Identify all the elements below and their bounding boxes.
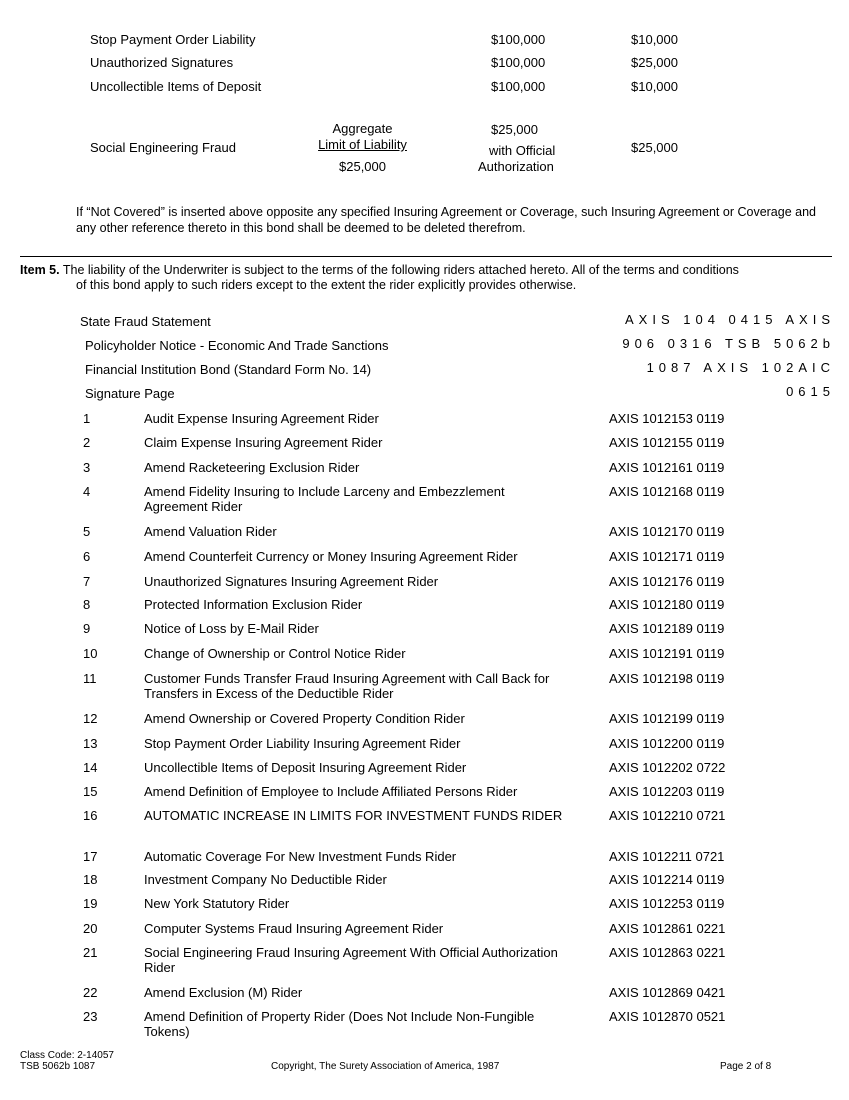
rider-row bbox=[0, 671, 849, 701]
social-deductible: $25,000 bbox=[631, 140, 678, 155]
coverage-name: Stop Payment Order Liability bbox=[90, 32, 256, 47]
rider-title: Audit Expense Insuring Agreement Rider bbox=[144, 411, 379, 426]
rider-code: AXIS 1012161 0119 bbox=[609, 460, 725, 475]
section-divider bbox=[20, 256, 832, 257]
rider-number: 4 bbox=[83, 484, 91, 499]
rider-code: AXIS 1012861 0221 bbox=[609, 921, 726, 936]
coverage-limit: $100,000 bbox=[491, 32, 546, 47]
rider-number: 7 bbox=[83, 574, 91, 589]
rider-row bbox=[0, 808, 849, 838]
rider-number: 23 bbox=[83, 1009, 98, 1024]
rider-row bbox=[0, 945, 849, 975]
rider-title: Amend Definition of Property Rider (Does Not Include Non-Fungible Tokens) bbox=[144, 1009, 535, 1039]
footer-page-number: Page 2 of 8 bbox=[720, 1061, 772, 1072]
rider-code: AXIS 1012176 0119 bbox=[609, 574, 725, 589]
aggregate-label: Aggregate bbox=[332, 121, 393, 136]
rider-number: 2 bbox=[83, 435, 91, 450]
rider-code: AXIS 1012168 0119 bbox=[609, 484, 725, 499]
rider-code: AXIS 1012210 0721 bbox=[609, 808, 726, 823]
rider-title: Social Engineering Fraud Insuring Agreement With Official Authorization Rider bbox=[144, 945, 558, 975]
rider-title: Amend Counterfeit Currency or Money Insuring Agreement Rider bbox=[144, 549, 518, 564]
rider-number: 17 bbox=[83, 849, 98, 864]
item5-paragraph bbox=[20, 263, 832, 293]
rider-number: 6 bbox=[83, 549, 91, 564]
social-limit-amount: $25,000 bbox=[491, 122, 538, 137]
form-title: Signature Page bbox=[85, 386, 175, 401]
rider-title: Amend Fidelity Insuring to Include Larceny and Embezzlement Agreement Rider bbox=[144, 484, 505, 514]
rider-code: AXIS 1012200 0119 bbox=[609, 736, 725, 751]
form-title: State Fraud Statement bbox=[80, 314, 211, 329]
form-code: 1087 AXIS 102AIC bbox=[646, 360, 835, 375]
rider-number: 18 bbox=[83, 872, 98, 887]
rider-code: AXIS 1012211 0721 bbox=[609, 849, 725, 864]
limit-of-liability-label: Limit of Liability bbox=[318, 137, 407, 152]
rider-row bbox=[0, 1009, 849, 1039]
form-code: 906 0316 TSB 5062b bbox=[622, 336, 835, 351]
coverage-deductible: $10,000 bbox=[631, 79, 678, 94]
rider-code: AXIS 1012155 0119 bbox=[609, 435, 725, 450]
rider-number: 15 bbox=[83, 784, 98, 799]
rider-title: Amend Ownership or Covered Property Condition Rider bbox=[144, 711, 465, 726]
footer-form-code: TSB 5062b 1087 bbox=[20, 1061, 96, 1072]
coverage-limit: $100,000 bbox=[491, 55, 546, 70]
form-code: 0615 bbox=[786, 384, 835, 399]
rider-number: 11 bbox=[83, 671, 97, 686]
rider-code: AXIS 1012214 0119 bbox=[609, 872, 725, 887]
rider-row bbox=[0, 484, 849, 514]
rider-title: Investment Company No Deductible Rider bbox=[144, 872, 387, 887]
rider-title: Amend Racketeering Exclusion Rider bbox=[144, 460, 360, 475]
rider-code: AXIS 1012189 0119 bbox=[609, 621, 725, 636]
rider-title: Amend Valuation Rider bbox=[144, 524, 277, 539]
item5-text-line2: of this bond apply to such riders except to the extent the rider explicitly provides otherwise. bbox=[76, 278, 577, 292]
rider-code: AXIS 1012198 0119 bbox=[609, 671, 725, 686]
rider-title: Protected Information Exclusion Rider bbox=[144, 597, 363, 612]
rider-title: Claim Expense Insuring Agreement Rider bbox=[144, 435, 383, 450]
footer-copyright: Copyright, The Surety Association of America, 1987 bbox=[271, 1061, 500, 1072]
rider-title: Computer Systems Fraud Insuring Agreement Rider bbox=[144, 921, 444, 936]
item5-label: Item 5. bbox=[20, 263, 60, 277]
not-covered-note: If “Not Covered” is inserted above opposite any specified Insuring Agreement or Coverage, such Insuring Agreement or Coverage and any other reference thereto in this bond shall be deemed to be deleted therefrom. bbox=[76, 205, 816, 235]
coverage-limit: $100,000 bbox=[491, 79, 546, 94]
rider-code: AXIS 1012191 0119 bbox=[609, 646, 725, 661]
rider-code: AXIS 1012180 0119 bbox=[609, 597, 725, 612]
rider-title: Customer Funds Transfer Fraud Insuring Agreement with Call Back for Transfers in Excess of the Deductible Rider bbox=[144, 671, 550, 701]
coverage-name: Unauthorized Signatures bbox=[90, 55, 234, 70]
rider-number: 19 bbox=[83, 896, 98, 911]
rider-number: 9 bbox=[83, 621, 91, 636]
rider-title: Unauthorized Signatures Insuring Agreement Rider bbox=[144, 574, 439, 589]
coverage-deductible: $10,000 bbox=[631, 32, 678, 47]
item5-text-line1: The liability of the Underwriter is subject to the terms of the following riders attached hereto. All of the terms and conditions bbox=[62, 263, 739, 277]
rider-title: AUTOMATIC INCREASE IN LIMITS FOR INVESTMENT FUNDS RIDER bbox=[144, 808, 563, 823]
social-engineering-name: Social Engineering Fraud bbox=[90, 140, 236, 155]
rider-code: AXIS 1012170 0119 bbox=[609, 524, 725, 539]
social-limit-qualifier: with Official bbox=[489, 143, 556, 158]
rider-title: Change of Ownership or Control Notice Rider bbox=[144, 646, 406, 661]
rider-code: AXIS 1012863 0221 bbox=[609, 945, 726, 960]
rider-number: 10 bbox=[83, 646, 98, 661]
rider-title: Automatic Coverage For New Investment Funds Rider bbox=[144, 849, 457, 864]
rider-code: AXIS 1012870 0521 bbox=[609, 1009, 726, 1024]
rider-code: AXIS 1012253 0119 bbox=[609, 896, 725, 911]
rider-title: Amend Definition of Employee to Include Affiliated Persons Rider bbox=[144, 784, 518, 799]
form-title: Policyholder Notice - Economic And Trade Sanctions bbox=[85, 338, 389, 353]
rider-title: Amend Exclusion (M) Rider bbox=[144, 985, 303, 1000]
social-limit-qualifier-2: Authorization bbox=[478, 159, 554, 174]
rider-code: AXIS 1012203 0119 bbox=[609, 784, 725, 799]
rider-number: 13 bbox=[83, 736, 98, 751]
form-code: AXIS 104 0415 AXIS bbox=[625, 312, 835, 327]
coverage-deductible: $25,000 bbox=[631, 55, 678, 70]
rider-number: 20 bbox=[83, 921, 98, 936]
rider-number: 5 bbox=[83, 524, 91, 539]
rider-code: AXIS 1012202 0722 bbox=[609, 760, 726, 775]
rider-number: 1 bbox=[83, 411, 91, 426]
rider-title: Uncollectible Items of Deposit Insuring Agreement Rider bbox=[144, 760, 467, 775]
form-title: Financial Institution Bond (Standard Form No. 14) bbox=[85, 362, 372, 377]
rider-code: AXIS 1012199 0119 bbox=[609, 711, 725, 726]
rider-title: Notice of Loss by E-Mail Rider bbox=[144, 621, 319, 636]
rider-code: AXIS 1012869 0421 bbox=[609, 985, 726, 1000]
rider-title: New York Statutory Rider bbox=[144, 896, 290, 911]
rider-number: 21 bbox=[83, 945, 98, 960]
footer-class-code: Class Code: 2-14057 bbox=[20, 1050, 114, 1061]
rider-number: 8 bbox=[83, 597, 91, 612]
aggregate-amount: $25,000 bbox=[339, 159, 386, 174]
rider-number: 3 bbox=[83, 460, 91, 475]
rider-code: AXIS 1012153 0119 bbox=[609, 411, 725, 426]
rider-number: 12 bbox=[83, 711, 98, 726]
rider-number: 16 bbox=[83, 808, 98, 823]
coverage-name: Uncollectible Items of Deposit bbox=[90, 79, 262, 94]
rider-number: 14 bbox=[83, 760, 98, 775]
rider-code: AXIS 1012171 0119 bbox=[609, 549, 725, 564]
rider-title: Stop Payment Order Liability Insuring Agreement Rider bbox=[144, 736, 461, 751]
rider-number: 22 bbox=[83, 985, 98, 1000]
